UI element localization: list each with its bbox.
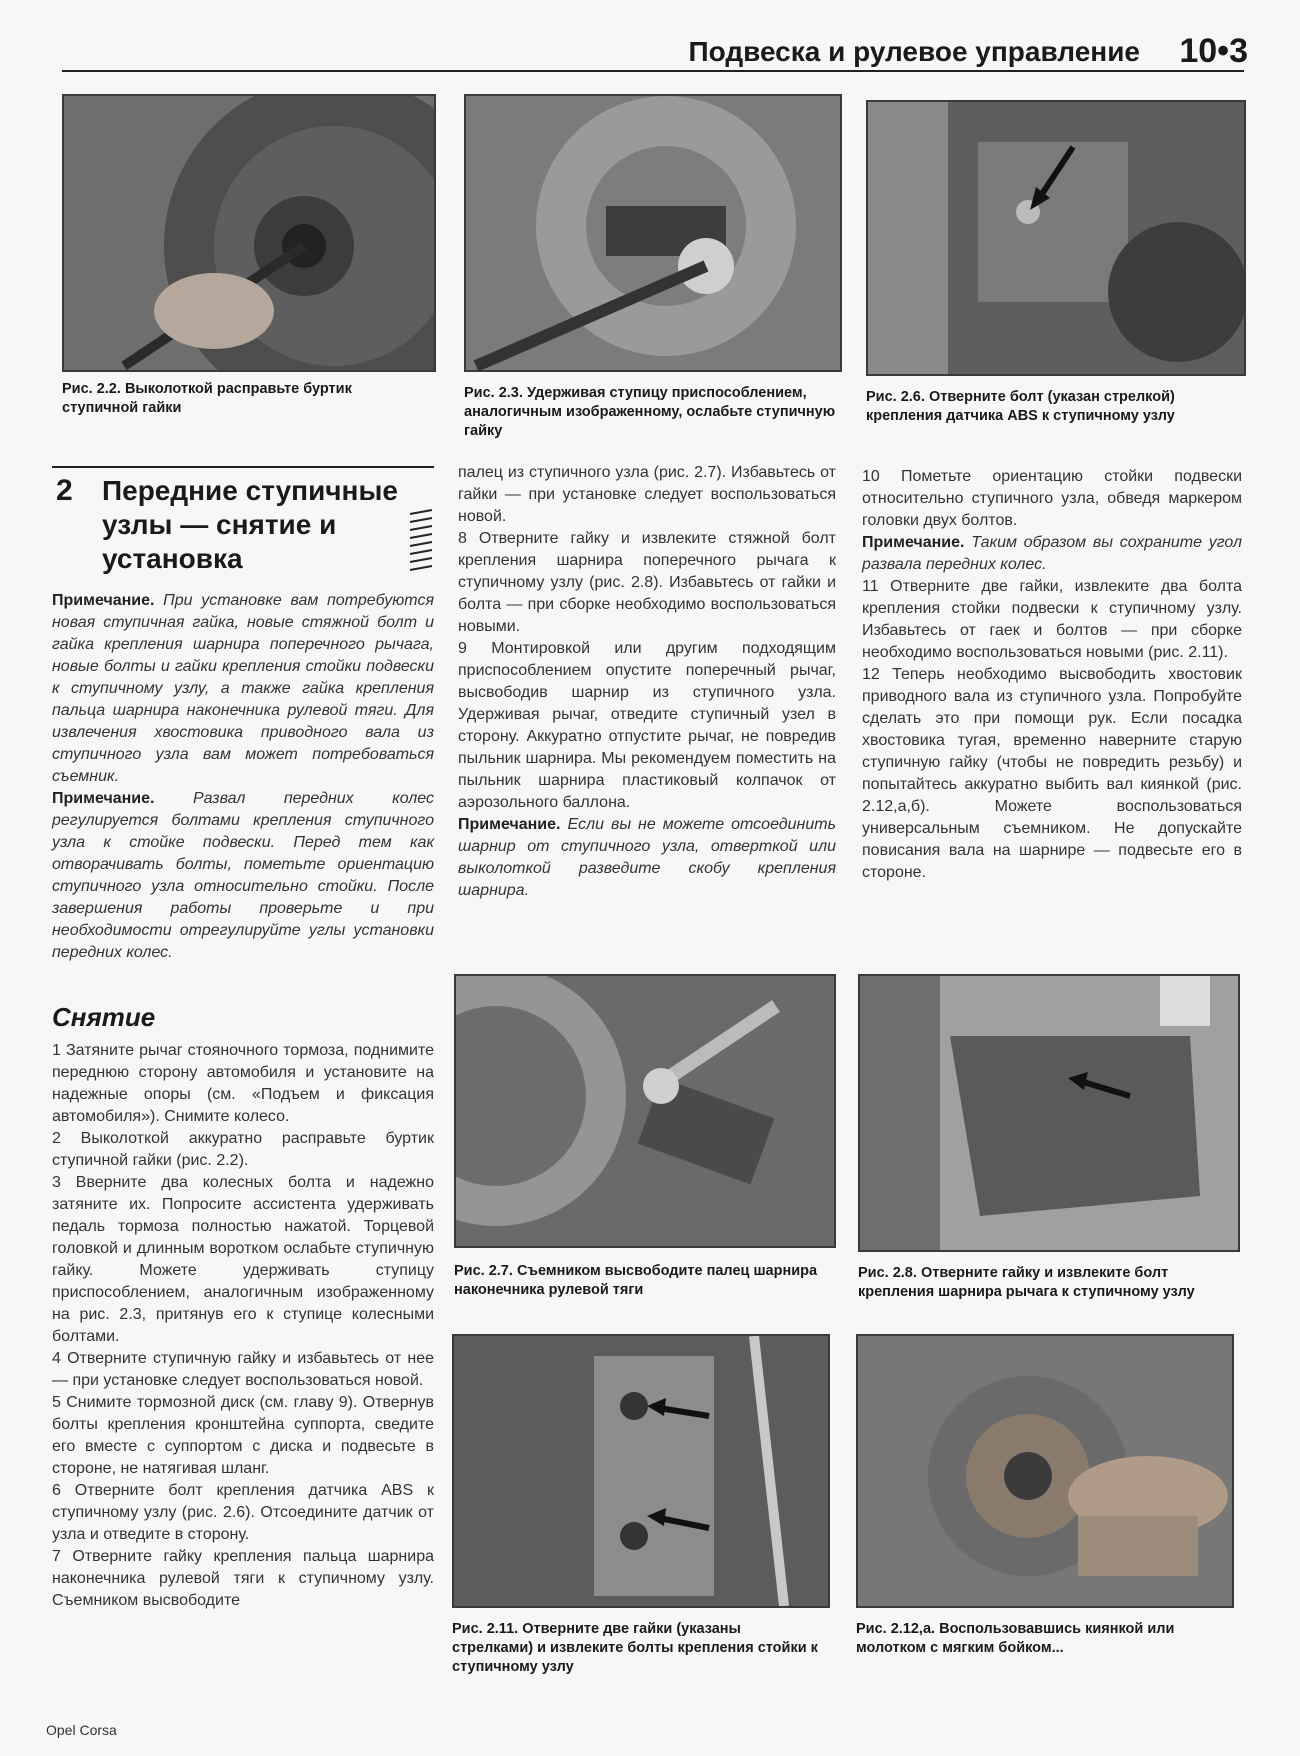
- step-paragraph: 6 Отверните болт крепления датчика ABS к ступичному узлу (рис. 2.6). Отсоедините датчик от узла и отведите в сторону.: [52, 1482, 434, 1543]
- section-number: 2: [56, 474, 73, 507]
- figure-2-11-caption: [452, 1620, 826, 1677]
- mallet-hub-illustration: [858, 1336, 1232, 1606]
- strut-bolts-illustration: [454, 1336, 828, 1606]
- figure-2-12a-photo: [856, 1334, 1234, 1608]
- section-tab-marks-icon: [408, 508, 434, 572]
- figure-label: Рис. 2.3.: [464, 385, 523, 401]
- figure-2-2-photo: [62, 94, 436, 372]
- figure-2-11-photo: [452, 1334, 830, 1608]
- step-paragraph: 5 Снимите тормозной диск (см. главу 9). Отвернув болты крепления кронштейна суппорта, сведите его вместе с суппортом с диска и подвесьте в стороне, не натягивая шланг.: [52, 1394, 434, 1477]
- note-label: Примечание.: [862, 534, 965, 551]
- note-text: Таким образом вы сохраните угол развала передних колес.: [862, 534, 1243, 573]
- book-footer: Opel Corsa: [46, 1722, 117, 1738]
- note-label: Примечание.: [52, 592, 155, 609]
- abs-sensor-illustration: [868, 102, 1244, 374]
- step-paragraph: 10 Пометьте ориентацию стойки подвески относительно ступичного узла, обведя маркером головки двух болтов.: [862, 468, 1242, 529]
- figure-caption-text: Отверните болт (указан стрелкой) крепления датчика ABS к ступичному узлу: [866, 389, 1175, 424]
- figure-2-2-caption: [62, 380, 432, 418]
- subheading-removal: Снятие: [52, 1002, 156, 1032]
- figure-2-8-photo: [858, 974, 1240, 1252]
- figure-2-6-caption: [866, 388, 1242, 426]
- note-paragraph: [52, 590, 434, 788]
- tie-rod-puller-illustration: [456, 976, 834, 1246]
- figure-caption-text: Воспользовавшись киянкой или молотком с мягким бойком...: [856, 1621, 1175, 1656]
- note-paragraph: [862, 532, 1242, 576]
- figure-caption-text: Съемником высвободите палец шарнира наконечника рулевой тяги: [454, 1263, 818, 1298]
- left-column-steps: [52, 1040, 434, 1612]
- figure-label: Рис. 2.7.: [454, 1263, 513, 1279]
- step-paragraph: 1 Затяните рычаг стояночного тормоза, поднимите переднюю сторону автомобиля и установите на надежные опоры (см. «Подъем и фиксация автомобиля»). Снимите колесо.: [52, 1042, 434, 1125]
- step-paragraph: 9 Монтировкой или другим подходящим приспособлением опустите поперечный рычаг, высвободив шарнир из ступичного узла. Удерживая рычаг, отведите ступичный узел в сторону. Аккуратно отпустите рычаг, не повредив пыльник шарнира. Мы рекомендуем поместить на пыльник шарнира пластиковый колпачок от аэрозольного баллона.: [458, 640, 836, 811]
- figure-2-3-photo: [464, 94, 842, 372]
- section-rule: [52, 466, 434, 468]
- step-paragraph: 11 Отверните две гайки, извлеките два болта крепления стойки подвески к ступичному узлу. Избавьтесь от гаек и болтов — при сборке необходимо воспользоваться новыми (рис. 2.11).: [862, 578, 1242, 661]
- note-label: Примечание.: [458, 816, 561, 833]
- figure-caption-text: Отверните две гайки (указаны стрелками) и извлеките болты крепления стойки к ступичному узлу: [452, 1621, 818, 1675]
- figure-2-12a-caption: [856, 1620, 1230, 1658]
- figure-2-7-photo: [454, 974, 836, 1248]
- middle-column-text: [458, 462, 836, 902]
- figure-2-8-caption: [858, 1264, 1236, 1302]
- note-text: При установке вам потребуются новая ступичная гайка, новые стяжной болт и гайка крепления шарнира поперечного рычага, новые болты и гайки крепления стойки подвески к ступичному узлу, а также гайка крепления пальца шарнира наконечника рулевой тяги. Для извлечения хвостовика приводного вала из ступичного узла вам может потребоваться съемник.: [52, 592, 434, 785]
- step-paragraph: 4 Отверните ступичную гайку и избавьтесь от нее — при установке следует воспользоваться новой.: [52, 1350, 434, 1389]
- figure-caption-text: Отверните гайку и извлеките болт крепления шарнира рычага к ступичному узлу: [858, 1265, 1195, 1300]
- note-text: Развал передних колес регулируется болтами крепления ступичного узла к стойке подвески. Перед тем как отворачивать болты, пометьте ориентацию ступичного узла относительно стойки. После завершения работы проверьте и при необходимости отрегулируйте углы установки передних колес.: [52, 790, 434, 961]
- figure-caption-text: Выколоткой расправьте буртик ступичной гайки: [62, 381, 352, 416]
- figure-label: Рис. 2.12,а.: [856, 1621, 936, 1637]
- figure-2-3-caption: [464, 384, 838, 441]
- step-paragraph: палец из ступичного узла (рис. 2.7). Избавьтесь от гайки — при установке следует воспользоваться новой.: [458, 464, 836, 525]
- figure-label: Рис. 2.6.: [866, 389, 925, 405]
- figure-2-6-photo: [866, 100, 1246, 376]
- figure-label: Рис. 2.8.: [858, 1265, 917, 1281]
- step-paragraph: 7 Отверните гайку крепления пальца шарнира наконечника рулевой тяги к ступичному узлу. Съемником высвободите: [52, 1548, 434, 1609]
- step-paragraph: 12 Теперь необходимо высвободить хвостовик приводного вала из ступичного узла. Попробуйте сделать это при помощи рук. Если посадка хвостовика тугая, временно наверните старую ступичную гайку (чтобы не повредить резьбу) и попытайтесь аккуратно выбить вал киянкой (рис. 2.12,а,б). Можете воспользоваться универсальным съемником. Не допускайте повисания вала на шарнире — подвесьте его в стороне.: [862, 666, 1242, 881]
- figure-label: Рис. 2.2.: [62, 381, 121, 397]
- right-column-text: [862, 466, 1242, 884]
- figure-caption-text: Удерживая ступицу приспособлением, аналогичным изображенному, ослабьте ступичную гайку: [464, 385, 836, 439]
- hub-holder-illustration: [466, 96, 840, 370]
- step-paragraph: 3 Вверните два колесных болта и надежно затяните их. Попросите ассистента удерживать педаль тормоза полностью нажатой. Торцевой головкой и длинным воротком ослабьте ступичную гайку. Можете удерживать ступицу приспособлением, аналогичным изображенному на рис. 2.3, притянув его к ступице колесными болтами.: [52, 1174, 434, 1345]
- figure-label: Рис. 2.11.: [452, 1621, 519, 1637]
- step-paragraph: 8 Отверните гайку и извлеките стяжной болт крепления шарнира поперечного рычага к ступичному узлу (рис. 2.8). Избавьтесь от гайки и болта — при сборке необходимо воспользоваться новыми.: [458, 530, 836, 635]
- page-number: 10•3: [1179, 32, 1248, 70]
- hub-disc-illustration: [64, 96, 434, 370]
- step-paragraph: 2 Выколоткой аккуратно расправьте буртик ступичной гайки (рис. 2.2).: [52, 1130, 434, 1169]
- left-column-notes: [52, 590, 434, 964]
- page-header-title: Подвеска и рулевое управление: [688, 36, 1140, 67]
- note-paragraph: [458, 814, 836, 902]
- header-rule: [62, 70, 1244, 72]
- figure-2-7-caption: [454, 1262, 832, 1300]
- section-title: Передние ступичные узлы — снятие и установка: [102, 475, 398, 574]
- note-text: Если вы не можете отсоединить шарнир от ступичного узла, отверткой или выколоткой разведите скобу крепления шарнира.: [458, 816, 836, 899]
- lower-arm-joint-illustration: [860, 976, 1238, 1250]
- note-label: Примечание.: [52, 790, 155, 807]
- note-paragraph: [52, 788, 434, 964]
